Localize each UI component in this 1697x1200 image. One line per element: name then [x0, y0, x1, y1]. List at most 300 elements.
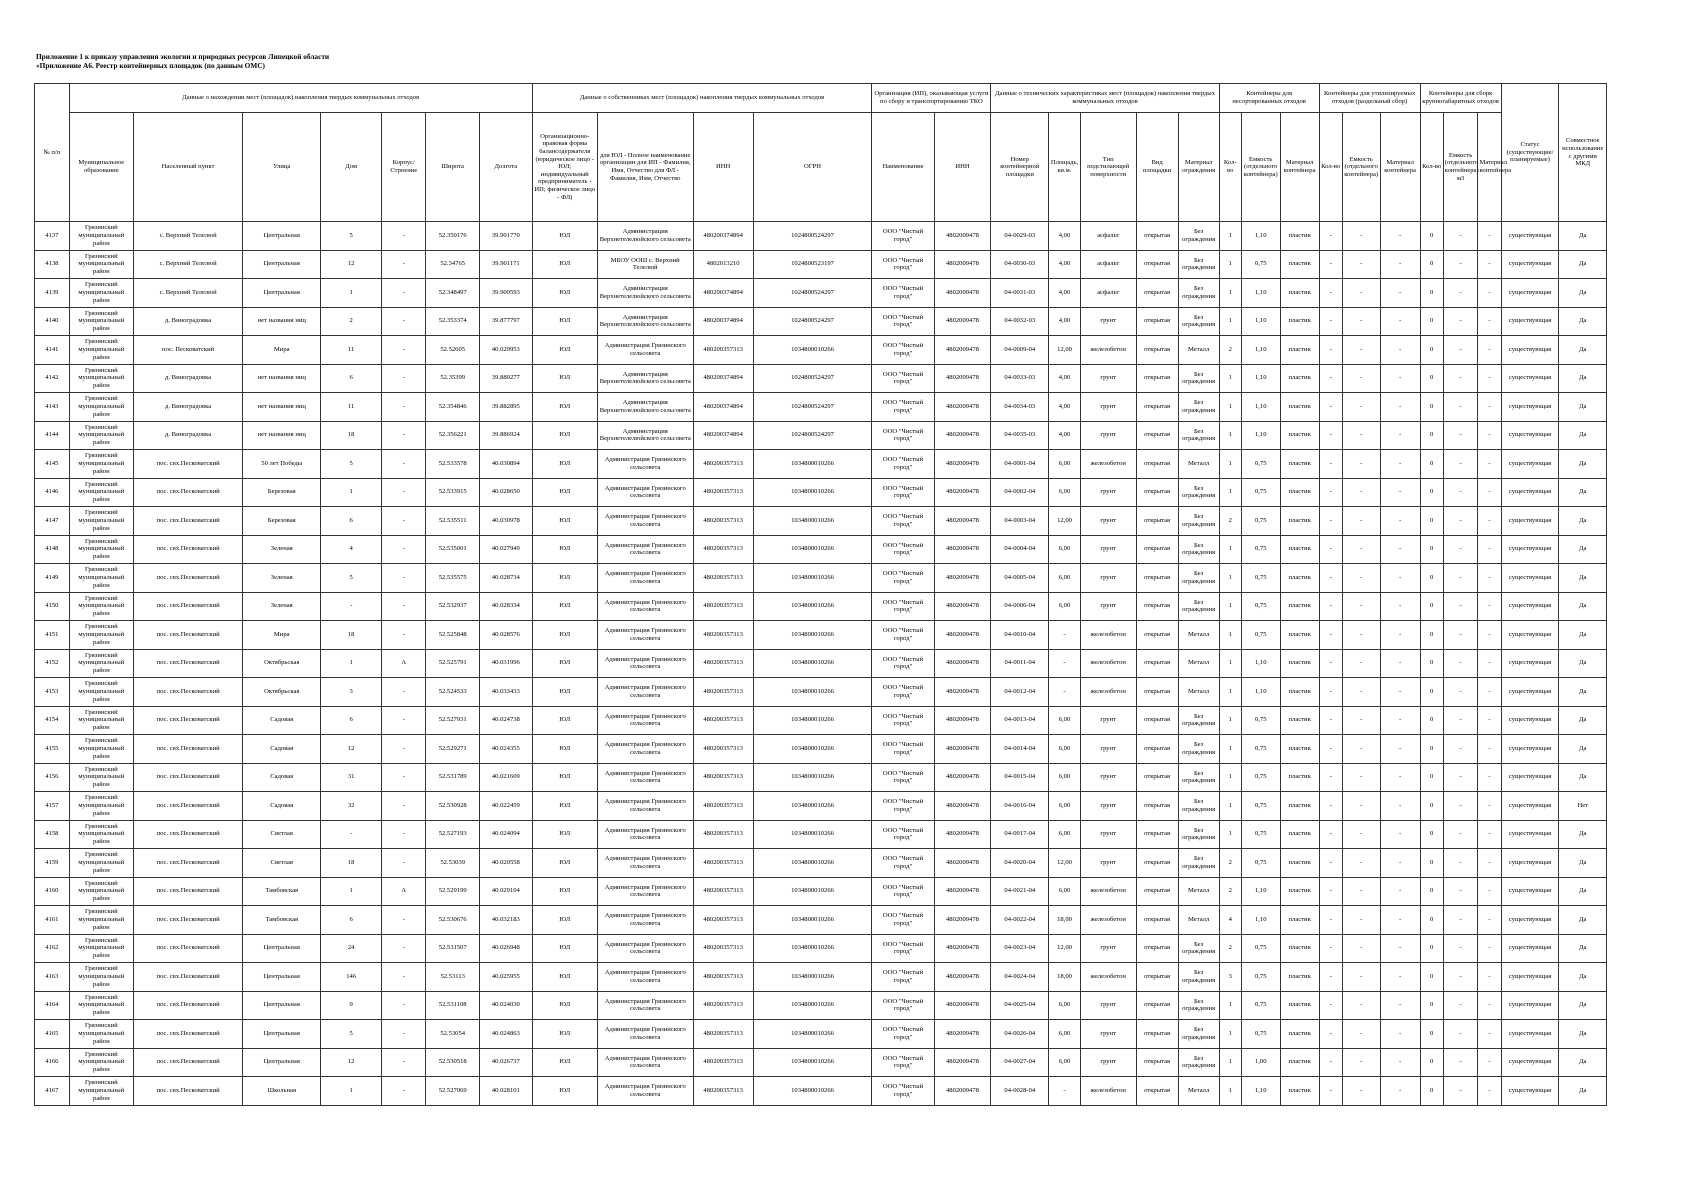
cell-op: ООО "Чистый город"	[872, 336, 934, 365]
cell-v2: -	[1342, 1020, 1380, 1049]
cell-status: существующая	[1501, 250, 1559, 279]
cell-num: 04-0014-04	[991, 735, 1049, 764]
cell-q3: 0	[1420, 478, 1443, 507]
cell-house: 146	[321, 963, 382, 992]
cell-area: 6,00	[1049, 1048, 1081, 1077]
cell-area: -	[1049, 649, 1081, 678]
cell-ogrn: 1034800010266	[753, 507, 872, 536]
cell-ogrn: 1024800524297	[753, 279, 872, 308]
cell-house: -	[321, 820, 382, 849]
cell-m2: -	[1380, 991, 1420, 1020]
cell-street: Октябрьская	[243, 649, 321, 678]
cell-lat: 52.525791	[426, 649, 480, 678]
cell-status: существующая	[1501, 1020, 1559, 1049]
cell-korp: -	[382, 222, 426, 251]
cell-v3: -	[1443, 307, 1478, 336]
cell-name: Администрация Грязинского сельсовета	[597, 535, 693, 564]
cell-shared: Да	[1559, 478, 1607, 507]
cell-surf: железобетон	[1080, 1077, 1136, 1106]
cell-op: ООО "Чистый город"	[872, 963, 934, 992]
cell-house: 18	[321, 421, 382, 450]
cell-m3: -	[1478, 222, 1501, 251]
cell-np: пос. свх.Песковатский	[133, 507, 242, 536]
cell-q3: 0	[1420, 364, 1443, 393]
cell-area: 6,00	[1049, 592, 1081, 621]
cell-area: 6,00	[1049, 706, 1081, 735]
cell-fence: Металл	[1178, 621, 1219, 650]
col-site-number: Номер контейнерной площадки	[991, 113, 1049, 222]
cell-q2: -	[1319, 222, 1342, 251]
cell-m1: пластик	[1280, 564, 1319, 593]
cell-fence: Без ограждения	[1178, 991, 1219, 1020]
cell-m3: -	[1478, 250, 1501, 279]
cell-m1: пластик	[1280, 507, 1319, 536]
cell-q3: 0	[1420, 250, 1443, 279]
cell-name: Администрация Грязинского сельсовета	[597, 934, 693, 963]
cell-op: ООО "Чистый город"	[872, 535, 934, 564]
cell-lon: 40.025955	[480, 963, 533, 992]
cell-type: открытая	[1136, 706, 1178, 735]
cell-m1: пластик	[1280, 735, 1319, 764]
cell-shared: Да	[1559, 849, 1607, 878]
cell-np: пос. свх.Песковатский	[133, 877, 242, 906]
cell-ogrn: 1034800010266	[753, 877, 872, 906]
cell-fence: Металл	[1178, 906, 1219, 935]
cell-num: 04-0003-04	[991, 507, 1049, 536]
cell-fence: Без ограждения	[1178, 592, 1219, 621]
cell-mo: Грязинский муниципальный район	[69, 478, 133, 507]
cell-q2: -	[1319, 336, 1342, 365]
cell-mo: Грязинский муниципальный район	[69, 934, 133, 963]
cell-v2: -	[1342, 250, 1380, 279]
cell-surf: грунт	[1080, 535, 1136, 564]
cell-opinn: 4802009478	[934, 621, 991, 650]
cell-house: 24	[321, 934, 382, 963]
cell-m3: -	[1478, 735, 1501, 764]
cell-shared: Да	[1559, 820, 1607, 849]
cell-np: пос. свх.Песковатский	[133, 1048, 242, 1077]
cell-q2: -	[1319, 621, 1342, 650]
cell-status: существующая	[1501, 820, 1559, 849]
cell-area: 12,00	[1049, 934, 1081, 963]
cell-opinn: 4802009478	[934, 450, 991, 479]
cell-v3: -	[1443, 336, 1478, 365]
cell-form: ЮЛ	[532, 1077, 597, 1106]
cell-m1: пластик	[1280, 1048, 1319, 1077]
cell-status: существующая	[1501, 1048, 1559, 1077]
cell-name: Администрация Грязинского сельсовета	[597, 621, 693, 650]
cell-num: 04-0035-03	[991, 421, 1049, 450]
cell-korp: -	[382, 991, 426, 1020]
cell-mo: Грязинский муниципальный район	[69, 1048, 133, 1077]
cell-m2: -	[1380, 820, 1420, 849]
cell-n: 4162	[35, 934, 70, 963]
table-row	[35, 393, 1607, 422]
cell-op: ООО "Чистый город"	[872, 507, 934, 536]
cell-op: ООО "Чистый город"	[872, 1048, 934, 1077]
cell-np: пос. свх.Песковатский	[133, 621, 242, 650]
cell-area: 6,00	[1049, 991, 1081, 1020]
cell-surf: грунт	[1080, 307, 1136, 336]
cell-q2: -	[1319, 564, 1342, 593]
cell-q1: 1	[1219, 250, 1241, 279]
cell-op: ООО "Чистый город"	[872, 393, 934, 422]
cell-form: ЮЛ	[532, 621, 597, 650]
cell-lon: 39.877797	[480, 307, 533, 336]
cell-house: 1	[321, 279, 382, 308]
cell-v2: -	[1342, 478, 1380, 507]
cell-mo: Грязинский муниципальный район	[69, 564, 133, 593]
cell-status: существующая	[1501, 678, 1559, 707]
cell-form: ЮЛ	[532, 906, 597, 935]
cell-q2: -	[1319, 991, 1342, 1020]
cell-korp: -	[382, 450, 426, 479]
cell-n: 4154	[35, 706, 70, 735]
col-np: Населенный пункт	[133, 113, 242, 222]
cell-type: открытая	[1136, 963, 1178, 992]
cell-lat: 52.533915	[426, 478, 480, 507]
cell-name: Администрация Грязинского сельсовета	[597, 1048, 693, 1077]
cell-shared: Да	[1559, 336, 1607, 365]
cell-m3: -	[1478, 1048, 1501, 1077]
cell-house: 5	[321, 222, 382, 251]
cell-v3: -	[1443, 991, 1478, 1020]
cell-opinn: 4802009478	[934, 735, 991, 764]
cell-v3: -	[1443, 1020, 1478, 1049]
table-body	[35, 222, 1607, 1106]
cell-name: Администрация Грязинского сельсовета	[597, 706, 693, 735]
cell-q3: 0	[1420, 820, 1443, 849]
cell-opinn: 4802009478	[934, 535, 991, 564]
cell-q2: -	[1319, 1048, 1342, 1077]
cell-v1: 0,75	[1241, 1020, 1280, 1049]
cell-v3: -	[1443, 1048, 1478, 1077]
cell-n: 4167	[35, 1077, 70, 1106]
cell-q3: 0	[1420, 792, 1443, 821]
cell-v1: 0,75	[1241, 450, 1280, 479]
cell-inn: 480200357313	[693, 934, 753, 963]
col-area: Площадь, кв.м.	[1049, 113, 1081, 222]
cell-ogrn: 1034800010266	[753, 1020, 872, 1049]
cell-type: открытая	[1136, 763, 1178, 792]
cell-mo: Грязинский муниципальный район	[69, 450, 133, 479]
cell-street: Садовая	[243, 792, 321, 821]
cell-q2: -	[1319, 649, 1342, 678]
cell-area: 12,00	[1049, 336, 1081, 365]
cell-status: существующая	[1501, 336, 1559, 365]
cell-q3: 0	[1420, 963, 1443, 992]
cell-q3: 0	[1420, 450, 1443, 479]
document-header	[36, 52, 329, 70]
cell-house: 12	[321, 735, 382, 764]
cell-inn: 480200357313	[693, 478, 753, 507]
cell-v2: -	[1342, 877, 1380, 906]
table-row	[35, 507, 1607, 536]
cell-form: ЮЛ	[532, 336, 597, 365]
col-lat: Широта	[426, 113, 480, 222]
cell-status: существующая	[1501, 222, 1559, 251]
cell-q3: 0	[1420, 592, 1443, 621]
cell-v1: 0,75	[1241, 250, 1280, 279]
cell-area: 4,00	[1049, 222, 1081, 251]
cell-q1: 1	[1219, 535, 1241, 564]
cell-m3: -	[1478, 307, 1501, 336]
cell-n: 4139	[35, 279, 70, 308]
cell-num: 04-0020-04	[991, 849, 1049, 878]
cell-ogrn: 1034800010266	[753, 478, 872, 507]
cell-opinn: 4802009478	[934, 364, 991, 393]
cell-lon: 40.027949	[480, 535, 533, 564]
cell-q3: 0	[1420, 279, 1443, 308]
cell-v1: 0,75	[1241, 763, 1280, 792]
cell-m1: пластик	[1280, 820, 1319, 849]
cell-m3: -	[1478, 1020, 1501, 1049]
cell-name: Администрация Грязинского сельсовета	[597, 678, 693, 707]
table-row	[35, 763, 1607, 792]
cell-v1: 0,75	[1241, 849, 1280, 878]
cell-m1: пластик	[1280, 364, 1319, 393]
cell-street: Центральная	[243, 279, 321, 308]
cell-type: открытая	[1136, 678, 1178, 707]
cell-lon: 40.026948	[480, 934, 533, 963]
cell-op: ООО "Чистый город"	[872, 706, 934, 735]
cell-status: существующая	[1501, 792, 1559, 821]
cell-lat: 52.533578	[426, 450, 480, 479]
cell-shared: Да	[1559, 649, 1607, 678]
cell-mo: Грязинский муниципальный район	[69, 592, 133, 621]
cell-q2: -	[1319, 820, 1342, 849]
cell-op: ООО "Чистый город"	[872, 564, 934, 593]
cell-lat: 52.354846	[426, 393, 480, 422]
cell-korp: -	[382, 478, 426, 507]
group-owners: Данные о собственниках мест (площадок) накопления твердых коммунальных отходов	[532, 84, 872, 113]
cell-shared: Да	[1559, 222, 1607, 251]
cell-v3: -	[1443, 364, 1478, 393]
cell-v1: 0,75	[1241, 564, 1280, 593]
cell-n: 4159	[35, 849, 70, 878]
cell-lon: 39.901171	[480, 250, 533, 279]
cell-lon: 40.024738	[480, 706, 533, 735]
cell-lat: 52.350176	[426, 222, 480, 251]
cell-v2: -	[1342, 393, 1380, 422]
cell-v3: -	[1443, 678, 1478, 707]
cell-n: 4155	[35, 735, 70, 764]
cell-status: существующая	[1501, 706, 1559, 735]
cell-m2: -	[1380, 535, 1420, 564]
cell-m3: -	[1478, 279, 1501, 308]
cell-m3: -	[1478, 763, 1501, 792]
cell-q2: -	[1319, 535, 1342, 564]
cell-inn: 480200357313	[693, 507, 753, 536]
cell-lat: 52.53113	[426, 963, 480, 992]
cell-shared: Да	[1559, 678, 1607, 707]
cell-m3: -	[1478, 336, 1501, 365]
cell-v3: -	[1443, 706, 1478, 735]
table-row	[35, 963, 1607, 992]
cell-fence: Без ограждения	[1178, 1048, 1219, 1077]
cell-v3: -	[1443, 478, 1478, 507]
cell-v3: -	[1443, 393, 1478, 422]
col-shared: Совместное использование с другими МКД	[1559, 84, 1607, 222]
cell-korp: -	[382, 1048, 426, 1077]
cell-fence: Без ограждения	[1178, 820, 1219, 849]
cell-v3: -	[1443, 250, 1478, 279]
cell-house: 11	[321, 336, 382, 365]
cell-surf: грунт	[1080, 763, 1136, 792]
cell-m1: пластик	[1280, 592, 1319, 621]
cell-v3: -	[1443, 507, 1478, 536]
cell-korp: -	[382, 507, 426, 536]
cell-q2: -	[1319, 934, 1342, 963]
cell-form: ЮЛ	[532, 706, 597, 735]
cell-v2: -	[1342, 963, 1380, 992]
cell-type: открытая	[1136, 877, 1178, 906]
cell-name: Администрация Грязинского сельсовета	[597, 991, 693, 1020]
cell-m1: пластик	[1280, 535, 1319, 564]
cell-m2: -	[1380, 393, 1420, 422]
cell-m3: -	[1478, 820, 1501, 849]
cell-type: открытая	[1136, 906, 1178, 935]
cell-m1: пластик	[1280, 222, 1319, 251]
cell-mo: Грязинский муниципальный район	[69, 507, 133, 536]
cell-lon: 40.029953	[480, 336, 533, 365]
cell-np: пос. свх.Песковатский	[133, 792, 242, 821]
cell-opinn: 4802009478	[934, 222, 991, 251]
cell-np: пос. свх.Песковатский	[133, 678, 242, 707]
col-fence: Материал ограждения	[1178, 113, 1219, 222]
cell-q1: 1	[1219, 564, 1241, 593]
cell-house: 32	[321, 792, 382, 821]
cell-n: 4140	[35, 307, 70, 336]
cell-inn: 4802013210	[693, 250, 753, 279]
cell-type: открытая	[1136, 279, 1178, 308]
cell-name: Администрация Грязинского сельсовета	[597, 820, 693, 849]
cell-q1: 1	[1219, 592, 1241, 621]
cell-q2: -	[1319, 963, 1342, 992]
cell-name: Администрация Грязинского сельсовета	[597, 792, 693, 821]
cell-n: 4138	[35, 250, 70, 279]
cell-opinn: 4802009478	[934, 991, 991, 1020]
cell-surf: грунт	[1080, 1020, 1136, 1049]
cell-num: 04-0005-04	[991, 564, 1049, 593]
cell-lon: 39.900593	[480, 279, 533, 308]
cell-n: 4145	[35, 450, 70, 479]
cell-m2: -	[1380, 307, 1420, 336]
cell-num: 04-0013-04	[991, 706, 1049, 735]
cell-v2: -	[1342, 649, 1380, 678]
cell-fence: Металл	[1178, 1077, 1219, 1106]
cell-mo: Грязинский муниципальный район	[69, 1077, 133, 1106]
cell-inn: 480200357313	[693, 621, 753, 650]
cell-n: 4160	[35, 877, 70, 906]
cell-opinn: 4802009478	[934, 678, 991, 707]
cell-q3: 0	[1420, 222, 1443, 251]
cell-q1: 4	[1219, 906, 1241, 935]
cell-m1: пластик	[1280, 307, 1319, 336]
cell-v2: -	[1342, 450, 1380, 479]
cell-street: Центральная	[243, 934, 321, 963]
cell-inn: 4802003573​13	[693, 336, 753, 365]
cell-korp: -	[382, 763, 426, 792]
cell-form: ЮЛ	[532, 450, 597, 479]
cell-opinn: 4802009478	[934, 421, 991, 450]
cell-form: ЮЛ	[532, 478, 597, 507]
cell-status: существующая	[1501, 763, 1559, 792]
cell-v2: -	[1342, 1048, 1380, 1077]
cell-v2: -	[1342, 991, 1380, 1020]
cell-np: пос. Песковатский	[133, 336, 242, 365]
table-row	[35, 1048, 1607, 1077]
col-c3-mat: Материал контейнера	[1478, 113, 1501, 222]
cell-type: открытая	[1136, 735, 1178, 764]
cell-house: 6	[321, 364, 382, 393]
cell-m2: -	[1380, 1077, 1420, 1106]
cell-street: Центральная	[243, 1048, 321, 1077]
cell-m3: -	[1478, 450, 1501, 479]
cell-opinn: 4802009478	[934, 934, 991, 963]
cell-type: открытая	[1136, 336, 1178, 365]
cell-n: 4163	[35, 963, 70, 992]
cell-area: 18,00	[1049, 963, 1081, 992]
cell-type: открытая	[1136, 1020, 1178, 1049]
cell-m1: пластик	[1280, 763, 1319, 792]
cell-inn: 480200357313	[693, 706, 753, 735]
cell-area: 4,00	[1049, 393, 1081, 422]
cell-surf: асфальт	[1080, 222, 1136, 251]
cell-np: пос. свх.Песковатский	[133, 1020, 242, 1049]
cell-type: открытая	[1136, 393, 1178, 422]
table-row	[35, 678, 1607, 707]
cell-opinn: 4802009478	[934, 393, 991, 422]
cell-lat: 52.527069	[426, 1077, 480, 1106]
cell-m1: пластик	[1280, 991, 1319, 1020]
cell-inn: 480200357313	[693, 963, 753, 992]
cell-lat: 52.535511	[426, 507, 480, 536]
cell-mo: Грязинский муниципальный район	[69, 763, 133, 792]
cell-m3: -	[1478, 592, 1501, 621]
cell-inn: 480200357313	[693, 535, 753, 564]
cell-v2: -	[1342, 1077, 1380, 1106]
cell-m3: -	[1478, 421, 1501, 450]
cell-v1: 0,75	[1241, 706, 1280, 735]
cell-q3: 0	[1420, 1077, 1443, 1106]
cell-q3: 0	[1420, 991, 1443, 1020]
cell-inn: 480200357313	[693, 763, 753, 792]
table-row	[35, 279, 1607, 308]
cell-num: 04-0033-03	[991, 364, 1049, 393]
cell-street: Березовая	[243, 478, 321, 507]
cell-ogrn: 1034800010266	[753, 849, 872, 878]
cell-opinn: 4802009478	[934, 849, 991, 878]
cell-ogrn: 1034800010266	[753, 336, 872, 365]
cell-street: Зеленая	[243, 564, 321, 593]
cell-surf: грунт	[1080, 421, 1136, 450]
cell-form: ЮЛ	[532, 250, 597, 279]
table-header	[35, 84, 1607, 222]
cell-surf: железобетон	[1080, 877, 1136, 906]
cell-ogrn: 1024800524297	[753, 393, 872, 422]
cell-m3: -	[1478, 877, 1501, 906]
cell-np: пос. свх.Песковатский	[133, 450, 242, 479]
cell-ogrn: 1034800010266	[753, 621, 872, 650]
cell-lon: 40.028101	[480, 1077, 533, 1106]
cell-korp: -	[382, 678, 426, 707]
cell-status: существующая	[1501, 934, 1559, 963]
cell-num: 04-0021-04	[991, 877, 1049, 906]
cell-num: 04-0028-04	[991, 1077, 1049, 1106]
group-bulky-containers: Контейнеры для сборк крупногабаритных отходов	[1420, 84, 1501, 113]
cell-q1: 1	[1219, 1048, 1241, 1077]
